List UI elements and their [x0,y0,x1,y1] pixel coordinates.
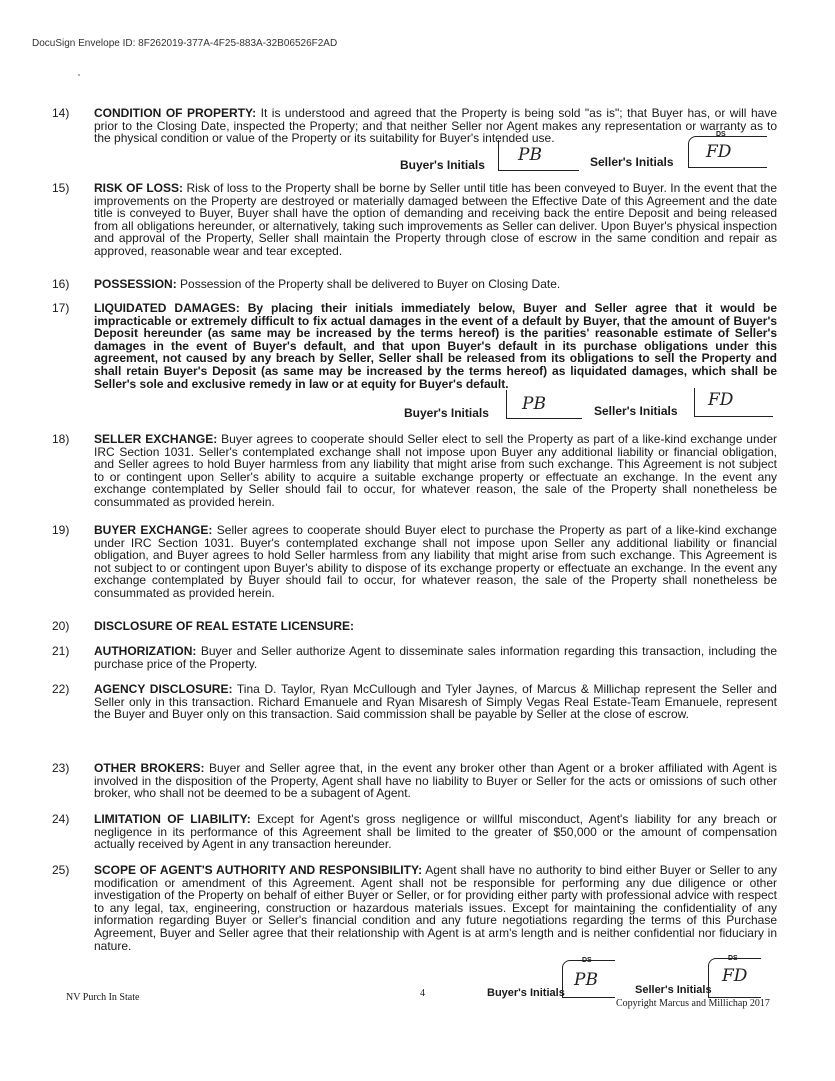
section-number: 24) [52,812,70,826]
docusign-tag: DS [716,131,726,138]
section-body: Risk of loss to the Property shall be borne by Seller until title has been conveyed to Buyer. In the event that the improvements on the Property are destroyed or materially damaged between the Effective Date of this Agreement and the date title is conveyed to Buyer, Buyer shall have the option of demanding and receiving back the entire Deposit and being released from all obligations hereunder, or alternatively, taking such improvements as Seller can deliver. Upon Buyer's physical inspection and approval of the Property, Seller shall maintain the Property through close of escrow in the same condition and repair as approved, reasonable wear and tear excepted. [94,181,778,258]
section-body: It is understood and agreed that the Property is being sold "as is"; that Buyer has, or will have prior to the Closing Date, inspected the Property; and that neither Seller nor Agent makes any representation or warranty as to the physical condition or value of the Property or its suitability for Buyer's intended use. [94,106,777,146]
section-21 [52,645,777,670]
page-number: 4 [420,988,425,999]
section-15 [52,182,777,258]
section-body: By placing their initials immediately below, Buyer and Seller agree that it would be impracticable or extremely difficult to fix actual damages in the event of a default by Buyer, that the amount of Buyer's Deposit hereunder (as same may be increased by the terms hereof) is the parities' reasonable estimate of Seller's damages in the event of Buyer's default, and that upon Buyer's default in its purchase obligations under this agreement, not caused by any breach by Seller, Seller shall be released from its obligations to sell the Property and shall retain Buyer's Deposit (as same may be increased by the terms hereof) as liquidated damages, which shall be Seller's sole and exclusive remedy in law or at equity for Buyer's default. [94,301,777,391]
section-number: 16) [52,277,70,291]
section-body: Possession of the Property shall be delivered to Buyer on Closing Date. [180,277,561,291]
seller-initials-signature: FD [706,142,732,162]
section-heading: LIQUIDATED DAMAGES: [94,301,240,315]
seller-initials-box[interactable] [694,388,773,417]
docusign-tag: DS [728,955,738,962]
section-body: Tina D. Taylor, Ryan McCullough and Tyler Jaynes, of Marcus & Millichap represent the Seller and Seller only in this transaction. Richard Emanuele and Ryan Misaresh of Simply Vegas Real Estate-Team Emanuele, represent the Buyer and Buyer only on this transaction. Said commission shall be payable by Seller at the close of escrow. [94,682,777,722]
section-body: Buyer agrees to cooperate should Seller elect to sell the Property as part of a like-kind exchange under IRC Section 1031. Seller's contemplated exchange shall not impose upon Buyer any additional liability or financial obligation, and Seller agrees to hold Buyer harmless from any liability that might arise from such exchange. This Agreement is not subject to or contingent upon Seller's ability to acquire a suitable exchange property or effectuate an exchange. In the event any exchange contemplated by Seller should fail to occur, for whatever reason, the sale of the Property shall nonetheless be consummated as provided herein. [94,432,777,509]
seller-initials-signature: FD [708,390,734,410]
section-body: Buyer and Seller authorize Agent to disseminate sales information regarding this transaction, including the purchase price of the Property. [94,644,777,671]
section-17 [52,302,777,390]
section-body: Buyer and Seller agree that, in the event any broker other than Agent or a broker affiliated with Agent is involved in the disposition of the Property, Agent shall have no liability to Buyer or Seller for the acts or omissions of such other broker, who shall not be deemed to be a subagent of Agent. [94,761,778,801]
section-body: Agent shall have no authority to bind either Buyer or Seller to any modification or amendment of this Agreement. Agent shall not be responsible for performing any due diligence or other investigation of the Property on behalf of either Buyer or Seller, or for providing either party with professional advice with respect to any legal, tax, engineering, construction or hazardous materials issues. Except for maintaining the confidentiality of any information regarding Buyer or Seller's financial condition and any future negotiations regarding the terms of this Purchase Agreement, Buyer and Seller agree that their relationship with Agent is at arm's length and is neither confidential nor fiduciary in nature. [94,863,778,953]
section-heading: RISK OF LOSS: [94,181,183,195]
buyer-initials-label: Buyer's Initials [487,987,565,999]
section-19 [52,524,777,600]
seller-initials-label: Seller's Initials [635,984,712,996]
section-heading: POSSESSION: [94,277,177,291]
section-number: 19) [52,523,70,537]
section-number: 22) [52,682,70,696]
section-number: 23) [52,761,70,775]
seller-initials-label: Seller's Initials [594,404,678,418]
section-number: 15) [52,181,70,195]
section-heading: LIMITATION OF LIABILITY: [94,812,251,826]
seller-initials-signature: FD [722,966,748,986]
section-heading: AUTHORIZATION: [94,644,197,658]
section-22 [52,683,777,721]
section-20 [52,620,777,633]
section-23 [52,762,777,800]
section-heading: AGENCY DISCLOSURE: [94,682,233,696]
section-25 [52,864,777,952]
section-heading: SELLER EXCHANGE: [94,432,218,446]
section-number: 17) [52,301,70,315]
buyer-initials-signature: PB [522,394,546,414]
section-heading: BUYER EXCHANGE: [94,523,213,537]
section-16 [52,278,777,291]
section-heading: SCOPE OF AGENT'S AUTHORITY AND RESPONSIBILITY: [94,863,423,877]
buyer-initials-label: Buyer's Initials [400,158,485,172]
section-number: 18) [52,432,70,446]
section-18 [52,433,777,509]
copyright: Copyright Marcus and Millichap 2017 [616,998,770,1009]
section-number: 14) [52,106,70,120]
section-number: 25) [52,863,70,877]
section-24 [52,813,777,851]
section-number: 21) [52,644,70,658]
section-heading: OTHER BROKERS: [94,761,205,775]
speck [78,74,80,76]
section-number: 20) [52,619,70,633]
seller-initials-label: Seller's Initials [590,155,674,169]
section-body: Seller agrees to cooperate should Buyer elect to purchase the Property as part of a like-kind exchange under IRC Section 1031. Buyer's contemplated exchange shall not impose upon Seller any additional liability or financial obligation, and Buyer agrees to hold Seller harmless from any liability that might arise from such exchange. This Agreement is not subject to or contingent upon Buyer's ability to dispose of its exchange property or effectuate an exchange. In the event any exchange contemplated by Buyer should fail to occur, for whatever reason, the sale of the Property shall nonetheless be consummated as provided herein. [94,523,777,600]
form-name: NV Purch In State [66,992,140,1003]
docusign-tag: DS [582,957,592,964]
buyer-initials-label: Buyer's Initials [404,406,489,420]
section-heading: CONDITION OF PROPERTY: [94,106,257,120]
buyer-initials-signature: PB [518,145,542,165]
envelope-id: DocuSign Envelope ID: 8F262019-377A-4F25-883A-32B06526F2AD [32,38,338,49]
section-body: Except for Agent's gross negligence or willful misconduct, Agent's liability for any breach or negligence in its performance of this Agreement shall be limited to the greater of $50,000 or the amount of compensation actually received by Agent in any transaction hereunder. [94,812,777,852]
section-heading: DISCLOSURE OF REAL ESTATE LICENSURE: [94,619,355,633]
buyer-initials-signature: PB [574,970,598,990]
section-14 [52,107,777,145]
